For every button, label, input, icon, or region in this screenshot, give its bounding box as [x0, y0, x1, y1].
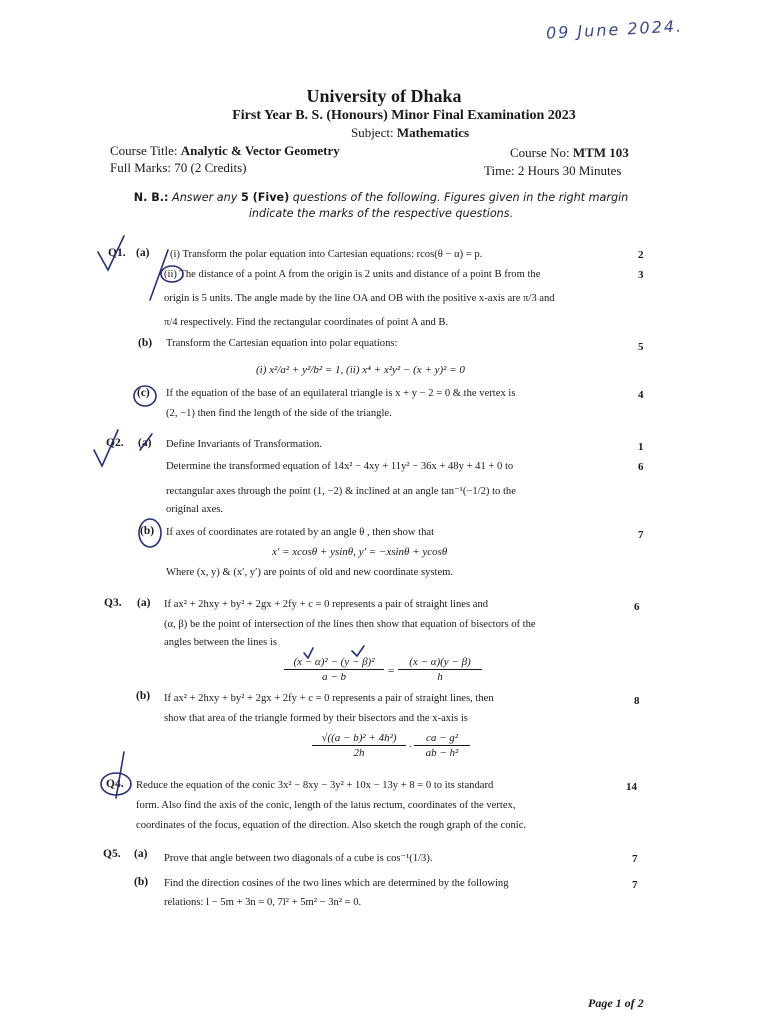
fraction-bar — [312, 745, 406, 746]
q4-strike — [116, 752, 124, 798]
subject-label: Subject: — [350, 125, 394, 140]
q1c-line1: If the equation of the base of an equilateral triangle is x + y − 2 = 0 & the vertex is — [166, 388, 516, 399]
q3b-frac1-numerator: √((a − b)² + 4h²) — [321, 732, 397, 744]
fraction-bar — [414, 745, 470, 746]
course-title-value: Analytic & Vector Geometry — [180, 143, 340, 158]
q3a-line2: (α, β) be the point of intersection of the lines then show that equation of bisectors of the — [164, 619, 536, 630]
q1a-ii-line3: π/4 respectively. Find the rectangular coordinates of point A and B. — [164, 317, 449, 328]
q3a-label: (a) — [137, 597, 151, 609]
q2b-line2: Where (x, y) & (x′, y′) are points of old and new coordinate system. — [166, 567, 454, 578]
course-title-line — [110, 143, 340, 159]
q3-label: Q3. — [104, 597, 122, 609]
q2a-2-mark: 6 — [638, 461, 644, 473]
q4-line2: form. Also find the axis of the conic, length of the latus rectum, coordinates of the vertex, — [136, 800, 516, 811]
equals-sign: = — [387, 665, 395, 677]
q3a-line3: angles between the lines is — [164, 637, 277, 648]
q5a-mark: 7 — [632, 853, 638, 865]
university-title: University of Dhaka — [306, 86, 462, 106]
q3b-line2: show that area of the triangle formed by their bisectors and the x-axis is — [164, 713, 468, 724]
q5b-line2: relations: l − 5m + 3n = 0, 7l² + 5m² − 3n² = 0. — [164, 897, 362, 908]
q5b-line1: Find the direction cosines of the two lines which are determined by the following — [164, 878, 509, 889]
q3b-frac2-numerator: ca − g² — [425, 732, 459, 744]
q3a-frac2-denominator: h — [437, 671, 443, 683]
time-allowed: Time: 2 Hours 30 Minutes — [484, 163, 622, 178]
full-marks: Full Marks: 70 (2 Credits) — [110, 160, 247, 175]
q5b-label: (b) — [134, 876, 149, 888]
q2b-label: (b) — [140, 525, 155, 537]
q1a-i-text: (i) Transform the polar equation into Cartesian equations: rcos(θ − α) = p. — [170, 249, 483, 260]
q1a-label: (a) — [136, 247, 150, 259]
q4-mark: 14 — [626, 781, 637, 793]
subject-line — [26, 125, 768, 141]
q1c-label: (c) — [137, 387, 150, 399]
q1b-formula: (i) x²/a² + y²/b² = 1, (ii) x⁴ + x²y² − (x + y)² = 0 — [256, 364, 465, 376]
handwritten-date: 09 June 2024. — [545, 16, 684, 43]
q2a-line1: Define Invariants of Transformation. — [166, 439, 322, 450]
q5a-label: (a) — [134, 848, 148, 860]
q1b-label: (b) — [138, 337, 153, 349]
note-text-b: questions of the following. Figures given in the right margin indicate the marks of the respective questions. — [248, 191, 629, 220]
q1-label: Q1. — [108, 247, 126, 259]
course-no-line — [510, 145, 629, 161]
q3b-fraction-left — [312, 732, 406, 759]
q4-line1: Reduce the equation of the conic 3x² − 8xy − 3y² + 10x − 13y + 8 = 0 to its standard — [136, 780, 494, 791]
q3b-frac1-denominator: 2h — [353, 747, 365, 759]
q1b-mark: 5 — [638, 341, 644, 353]
note-label: N. B.: — [133, 191, 169, 204]
q2b-line1: If axes of coordinates are rotated by an angle θ , then show that — [166, 527, 435, 538]
q5a-text: Prove that angle between two diagonals of a cube is cos⁻¹(1/3). — [164, 853, 433, 864]
exam-title: First Year B. S. (Honours) Minor Final Examination 2023 — [232, 108, 576, 123]
q2a-label: (a) — [138, 437, 152, 449]
check-tick — [352, 646, 364, 656]
course-no-value: MTM 103 — [572, 145, 629, 160]
course-no-label: Course No: — [510, 145, 570, 160]
q2a-line3: rectangular axes through the point (1, −2) & inclined at an angle tan⁻¹(−1/2) to the — [166, 486, 516, 497]
subject-value: Mathematics — [396, 125, 470, 140]
q3b-line1: If ax² + 2hxy + by² + 2gx + 2fy + c = 0 represents a pair of straight lines, then — [164, 693, 494, 704]
instructions-note — [116, 190, 646, 222]
dot-operator: · — [408, 741, 412, 753]
q3a-line1: If ax² + 2hxy + by² + 2gx + 2fy + c = 0 represents a pair of straight lines and — [164, 599, 489, 610]
q3a-frac2-numerator: (x − α)(y − β) — [409, 656, 471, 668]
fraction-bar — [398, 669, 482, 670]
q3b-frac2-denominator: ab − h² — [425, 747, 459, 759]
q2-label: Q2. — [106, 437, 124, 449]
q2a-line2: Determine the transformed equation of 14x² − 4xy + 11y² − 36x + 48y + 41 + 0 to — [166, 461, 514, 472]
note-text-bold: 5 (Five) — [240, 191, 290, 204]
q3b-mark: 8 — [634, 695, 640, 707]
q2a-1-mark: 1 — [638, 441, 644, 453]
course-title-label: Course Title: — [110, 143, 178, 158]
q3a-frac1-denominator: a − b — [322, 671, 346, 683]
q1a-ii-line1: (ii) The distance of a point A from the origin is 2 units and distance of a point B from the — [164, 269, 541, 280]
q3a-frac1-numerator: (x − α)² − (y − β)² — [293, 656, 375, 668]
q1c-mark: 4 — [638, 389, 644, 401]
q3a-fraction-right — [398, 656, 482, 683]
q5b-mark: 7 — [632, 879, 638, 891]
fraction-bar — [284, 669, 384, 670]
q5-label: Q5. — [103, 848, 121, 860]
note-text-a: Answer any — [172, 191, 238, 204]
q1a-i-mark: 2 — [638, 249, 644, 261]
q3a-mark: 6 — [634, 601, 640, 613]
q3b-label: (b) — [136, 690, 151, 702]
q3a-fraction-left — [284, 656, 384, 683]
q1c-line2: (2, −1) then find the length of the side of the triangle. — [166, 408, 392, 419]
q2b-mark: 7 — [638, 529, 644, 541]
q3b-fraction-right — [414, 732, 470, 759]
q1b-text: Transform the Cartesian equation into polar equations: — [166, 338, 398, 349]
q1a-ii-line2: origin is 5 units. The angle made by the line OA and OB with the positive x-axis are π/3 and — [164, 293, 555, 304]
q1a-ii-mark: 3 — [638, 269, 644, 281]
q2a-line4: original axes. — [166, 504, 224, 515]
q4-line3: coordinates of the focus, equation of the direction. Also sketch the rough graph of the conic. — [136, 820, 527, 831]
q4-label: Q4. — [106, 778, 124, 790]
page-number: Page 1 of 2 — [588, 996, 644, 1010]
q2b-formula: x′ = xcosθ + ysinθ, y′ = −xsinθ + ycosθ — [272, 546, 448, 558]
